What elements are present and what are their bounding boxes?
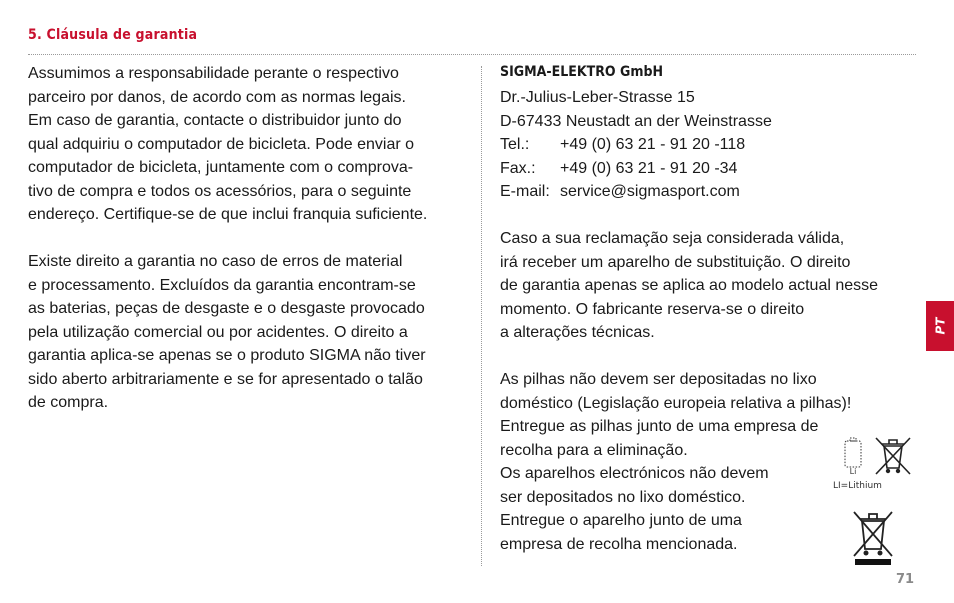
city: D-67433 Neustadt an der Weinstrasse [500,112,772,130]
lithium-battery-icon [838,437,868,477]
lithium-label: LI=Lithium [833,481,882,491]
company-name: SIGMA-ELEKTRO GmbH [500,64,664,80]
vertical-dotted-rule [481,66,482,566]
section-heading: 5. Cláusula de garantia [28,27,198,43]
svg-text:Li: Li [849,467,857,476]
street: Dr.-Julius-Leber-Strasse 15 [500,89,695,106]
fax-label: Fax.: [500,159,536,177]
weee-bin-icon [851,509,895,566]
disposal-paragraph: As pilhas não devem ser depositadas no lixo doméstico (Legislação europeia relativa a pilhas)! Entregue as pilhas junto de uma empresa de recolha para a eliminação. Os aparelhos electrónicos não devem ser depositados no lixo doméstico. Entregue o aparelho junto de uma empresa de recolha mencionada. [500,371,852,553]
crossed-bin-icon [872,434,914,478]
tel-label: Tel.: [500,136,530,153]
warranty-paragraph-1: Assumimos a responsabilidade perante o respectivo parceiro por danos, de acordo com as normas legais. Em caso de garantia, contacte o distribuidor junto do qual adquiriu o computador de bicicleta. Pode enviar o computador de bicicleta, juntamente com o comprova- tivo de compra e todos os acessórios, para o seguinte endereço. Certifique-se de que inclui franquia suficiente. [28,65,428,223]
tel-value: +49 (0) 63 21 - 91 20 -118 [560,136,746,153]
email-value: service@sigmasport.com [560,183,740,200]
address-block [500,86,772,204]
replacement-paragraph: Caso a sua reclamação seja considerada válida, irá receber um aparelho de substituição. O direito de garantia apenas se aplica ao modelo actual nesse momento. O fabricante reserva-se o direito a alterações técnicas. [500,230,879,341]
horizontal-dotted-rule [28,54,916,55]
fax-value: +49 (0) 63 21 - 91 20 -34 [560,159,738,177]
warranty-paragraph-2: Existe direito a garantia no caso de erros de material e processamento. Excluídos da garantia encontram-se as baterias, peças de desgaste e o desgaste provocado pela utilização comercial ou por acidentes. O direito a garantia aplica-se apenas se o produto SIGMA não tiver sido aberto arbitrariamente e se for apresentado o talão de compra. [28,253,426,411]
email-label: E-mail: [500,183,550,200]
page-number: 71 [896,572,915,587]
language-tab-label: PT [932,317,947,335]
language-tab [926,301,954,351]
